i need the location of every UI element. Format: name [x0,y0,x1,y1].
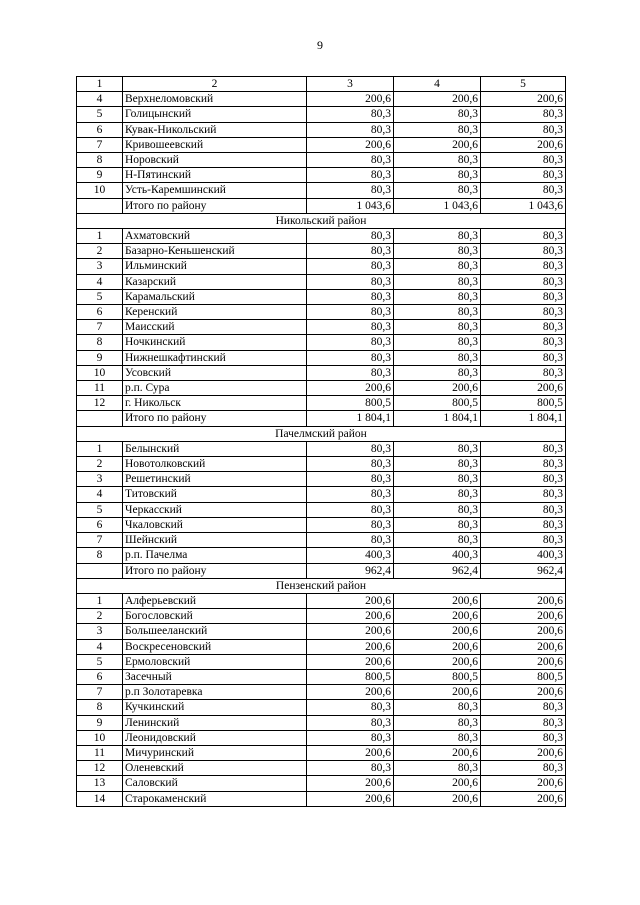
table-row [77,487,566,502]
settlement-name: Черкасский [123,502,307,517]
settlement-name: г. Никольск [123,396,307,411]
header-row [77,77,566,92]
value-col-4: 80,3 [394,168,481,183]
table-row [77,791,566,806]
value-col-3: 400,3 [307,548,394,563]
value-col-4: 80,3 [394,730,481,745]
table-row [77,350,566,365]
value-col-3: 80,3 [307,472,394,487]
row-number: 8 [77,335,123,350]
row-number: 5 [77,654,123,669]
table-row [77,153,566,168]
settlement-name: Старокаменский [123,791,307,806]
section-row [77,426,566,441]
row-number: 4 [77,487,123,502]
column-header: 2 [123,77,307,92]
value-col-5: 80,3 [481,761,566,776]
value-col-3: 80,3 [307,122,394,137]
settlement-name: Богословский [123,609,307,624]
value-col-5: 800,5 [481,396,566,411]
value-col-4: 80,3 [394,274,481,289]
value-col-4: 200,6 [394,745,481,760]
value-col-3: 80,3 [307,183,394,198]
table-row [77,517,566,532]
value-col-5: 800,5 [481,669,566,684]
value-col-3: 80,3 [307,502,394,517]
settlement-name: Карамальский [123,289,307,304]
table-row [77,259,566,274]
value-col-4: 400,3 [394,548,481,563]
value-col-3: 80,3 [307,259,394,274]
total-label: Итого по району [123,198,307,213]
row-number: 4 [77,639,123,654]
total-row [77,198,566,213]
value-col-3: 200,6 [307,685,394,700]
value-col-4: 80,3 [394,365,481,380]
row-number: 1 [77,593,123,608]
value-col-5: 200,6 [481,92,566,107]
table-row [77,502,566,517]
row-number: 9 [77,715,123,730]
table-row [77,715,566,730]
value-col-4: 80,3 [394,244,481,259]
value-col-5: 80,3 [481,365,566,380]
total-label: Итого по району [123,411,307,426]
table-row [77,745,566,760]
row-number: 8 [77,700,123,715]
value-col-4: 80,3 [394,715,481,730]
value-col-4: 200,6 [394,776,481,791]
value-col-5: 80,3 [481,289,566,304]
column-header: 5 [481,77,566,92]
value-col-5: 200,6 [481,137,566,152]
row-number: 12 [77,396,123,411]
value-col-4: 200,6 [394,137,481,152]
settlement-name: Шейнский [123,533,307,548]
settlement-name: Ермоловский [123,654,307,669]
value-col-5: 80,3 [481,335,566,350]
row-number: 11 [77,381,123,396]
section-row [77,213,566,228]
settlement-name: Маисский [123,320,307,335]
table-row [77,396,566,411]
value-col-3: 80,3 [307,107,394,122]
value-col-3: 200,6 [307,593,394,608]
table-row [77,761,566,776]
settlement-name: Засечный [123,669,307,684]
value-col-4: 80,3 [394,289,481,304]
value-col-3: 200,6 [307,624,394,639]
section-row [77,578,566,593]
table-row [77,533,566,548]
value-col-4: 80,3 [394,229,481,244]
value-col-3: 80,3 [307,761,394,776]
row-number: 7 [77,320,123,335]
value-col-4: 80,3 [394,259,481,274]
total-blank [77,411,123,426]
table-row [77,92,566,107]
value-col-5: 200,6 [481,639,566,654]
row-number: 12 [77,761,123,776]
value-col-3: 80,3 [307,320,394,335]
value-col-5: 80,3 [481,274,566,289]
settlement-name: Титовский [123,487,307,502]
settlement-name: Кучкинский [123,700,307,715]
value-col-3: 80,3 [307,168,394,183]
row-number: 6 [77,669,123,684]
value-col-5: 200,6 [481,654,566,669]
table-row [77,669,566,684]
value-col-5: 80,3 [481,715,566,730]
table-row [77,229,566,244]
settlement-name: Ленинский [123,715,307,730]
settlement-name: Леонидовский [123,730,307,745]
table-row [77,107,566,122]
value-col-3: 200,6 [307,137,394,152]
row-number: 7 [77,533,123,548]
row-number: 2 [77,244,123,259]
settlement-name: р.п. Сура [123,381,307,396]
value-col-3: 80,3 [307,365,394,380]
value-col-3: 80,3 [307,533,394,548]
total-col-3: 1 804,1 [307,411,394,426]
table-row [77,472,566,487]
settlement-name: Ночкинский [123,335,307,350]
row-number: 1 [77,229,123,244]
value-col-4: 80,3 [394,320,481,335]
table-row [77,685,566,700]
total-blank [77,198,123,213]
value-col-3: 80,3 [307,274,394,289]
settlement-name: Ильминский [123,259,307,274]
value-col-5: 80,3 [481,730,566,745]
value-col-4: 80,3 [394,502,481,517]
value-col-4: 80,3 [394,441,481,456]
total-col-4: 1 043,6 [394,198,481,213]
settlement-name: Казарский [123,274,307,289]
row-number: 5 [77,107,123,122]
table-row [77,593,566,608]
settlement-name: Новотолковский [123,457,307,472]
settlement-name: р.п Золотаревка [123,685,307,700]
settlement-name: Саловский [123,776,307,791]
row-number: 10 [77,183,123,198]
section-title: Пензенский район [77,578,566,593]
total-col-5: 1 043,6 [481,198,566,213]
table-row [77,609,566,624]
table-body [77,77,566,807]
row-number: 9 [77,350,123,365]
value-col-5: 200,6 [481,381,566,396]
value-col-5: 80,3 [481,533,566,548]
value-col-5: 80,3 [481,305,566,320]
value-col-3: 80,3 [307,350,394,365]
settlement-name: р.п. Пачелма [123,548,307,563]
total-col-3: 962,4 [307,563,394,578]
table-row [77,381,566,396]
section-title: Никольский район [77,213,566,228]
value-col-4: 80,3 [394,350,481,365]
row-number: 8 [77,153,123,168]
total-col-5: 962,4 [481,563,566,578]
value-col-3: 200,6 [307,381,394,396]
row-number: 6 [77,122,123,137]
value-col-4: 80,3 [394,457,481,472]
table-row [77,168,566,183]
value-col-3: 200,6 [307,654,394,669]
value-col-4: 200,6 [394,685,481,700]
value-col-3: 800,5 [307,396,394,411]
value-col-4: 80,3 [394,700,481,715]
table-row [77,305,566,320]
table-row [77,274,566,289]
value-col-5: 400,3 [481,548,566,563]
settlement-name: Большееланский [123,624,307,639]
row-number: 3 [77,259,123,274]
row-number: 5 [77,502,123,517]
settlement-name: Базарно-Кеньшенский [123,244,307,259]
value-col-3: 80,3 [307,700,394,715]
settlement-name: Норовский [123,153,307,168]
value-col-3: 200,6 [307,92,394,107]
value-col-5: 80,3 [481,153,566,168]
total-col-3: 1 043,6 [307,198,394,213]
table-row [77,624,566,639]
value-col-5: 80,3 [481,472,566,487]
row-number: 2 [77,609,123,624]
settlement-name: Алферьевский [123,593,307,608]
column-header: 3 [307,77,394,92]
table-row [77,183,566,198]
settlement-name: Воскресеновский [123,639,307,654]
value-col-4: 80,3 [394,472,481,487]
settlement-name: Нижнешкафтинский [123,350,307,365]
value-col-5: 80,3 [481,107,566,122]
value-col-5: 200,6 [481,685,566,700]
settlement-name: Белынский [123,441,307,456]
table-row [77,320,566,335]
settlement-name: Оленевский [123,761,307,776]
settlement-name: Голицынский [123,107,307,122]
value-col-5: 200,6 [481,791,566,806]
total-row [77,411,566,426]
total-col-5: 1 804,1 [481,411,566,426]
value-col-3: 800,5 [307,669,394,684]
row-number: 4 [77,274,123,289]
table-row [77,776,566,791]
row-number: 5 [77,289,123,304]
budget-table [76,76,566,807]
row-number: 2 [77,457,123,472]
settlement-name: Н-Пятинский [123,168,307,183]
value-col-3: 200,6 [307,639,394,654]
value-col-4: 80,3 [394,153,481,168]
table-row [77,365,566,380]
value-col-4: 80,3 [394,761,481,776]
settlement-name: Ахматовский [123,229,307,244]
row-number: 4 [77,92,123,107]
value-col-3: 80,3 [307,715,394,730]
value-col-3: 200,6 [307,745,394,760]
value-col-5: 80,3 [481,457,566,472]
row-number: 11 [77,745,123,760]
settlement-name: Мичуринский [123,745,307,760]
column-header: 4 [394,77,481,92]
value-col-5: 80,3 [481,244,566,259]
value-col-4: 200,6 [394,791,481,806]
value-col-5: 200,6 [481,776,566,791]
table-row [77,639,566,654]
value-col-3: 200,6 [307,609,394,624]
value-col-5: 200,6 [481,745,566,760]
row-number: 6 [77,517,123,532]
row-number: 10 [77,365,123,380]
value-col-4: 200,6 [394,609,481,624]
table-row [77,335,566,350]
value-col-4: 80,3 [394,487,481,502]
row-number: 10 [77,730,123,745]
value-col-5: 80,3 [481,183,566,198]
value-col-3: 80,3 [307,517,394,532]
row-number: 13 [77,776,123,791]
value-col-5: 200,6 [481,593,566,608]
value-col-5: 80,3 [481,168,566,183]
value-col-4: 200,6 [394,593,481,608]
value-col-3: 80,3 [307,244,394,259]
row-number: 1 [77,441,123,456]
page-number: 9 [317,38,323,52]
value-col-5: 80,3 [481,259,566,274]
value-col-5: 80,3 [481,320,566,335]
value-col-4: 200,6 [394,624,481,639]
value-col-4: 80,3 [394,335,481,350]
row-number: 7 [77,137,123,152]
table-row [77,730,566,745]
total-label: Итого по району [123,563,307,578]
value-col-4: 80,3 [394,183,481,198]
value-col-4: 800,5 [394,396,481,411]
value-col-5: 200,6 [481,624,566,639]
value-col-4: 80,3 [394,122,481,137]
table-row [77,700,566,715]
total-blank [77,563,123,578]
section-title: Пачелмский район [77,426,566,441]
value-col-3: 80,3 [307,229,394,244]
table-row [77,137,566,152]
value-col-3: 80,3 [307,487,394,502]
value-col-3: 200,6 [307,791,394,806]
value-col-3: 80,3 [307,441,394,456]
row-number: 3 [77,624,123,639]
value-col-5: 80,3 [481,700,566,715]
total-row [77,563,566,578]
row-number: 3 [77,472,123,487]
table-row [77,548,566,563]
value-col-4: 80,3 [394,305,481,320]
settlement-name: Кувак-Никольский [123,122,307,137]
value-col-5: 80,3 [481,502,566,517]
column-header: 1 [77,77,123,92]
settlement-name: Кривошеевский [123,137,307,152]
value-col-5: 80,3 [481,350,566,365]
total-col-4: 962,4 [394,563,481,578]
value-col-5: 200,6 [481,609,566,624]
value-col-5: 80,3 [481,229,566,244]
value-col-4: 800,5 [394,669,481,684]
table-row [77,441,566,456]
value-col-3: 80,3 [307,730,394,745]
settlement-name: Решетинский [123,472,307,487]
table-row [77,289,566,304]
total-col-4: 1 804,1 [394,411,481,426]
value-col-4: 80,3 [394,107,481,122]
value-col-4: 80,3 [394,533,481,548]
row-number: 7 [77,685,123,700]
value-col-4: 200,6 [394,381,481,396]
value-col-4: 200,6 [394,639,481,654]
value-col-4: 80,3 [394,517,481,532]
table-row [77,654,566,669]
value-col-5: 80,3 [481,441,566,456]
settlement-name: Усть-Каремшинский [123,183,307,198]
table-row [77,457,566,472]
value-col-3: 80,3 [307,305,394,320]
table-row [77,244,566,259]
row-number: 6 [77,305,123,320]
value-col-3: 80,3 [307,457,394,472]
value-col-3: 80,3 [307,153,394,168]
table-row [77,122,566,137]
settlement-name: Верхнеломовский [123,92,307,107]
settlement-name: Усовский [123,365,307,380]
value-col-3: 80,3 [307,335,394,350]
row-number: 8 [77,548,123,563]
value-col-5: 80,3 [481,517,566,532]
value-col-5: 80,3 [481,122,566,137]
value-col-5: 80,3 [481,487,566,502]
value-col-4: 200,6 [394,654,481,669]
value-col-3: 200,6 [307,776,394,791]
settlement-name: Керенский [123,305,307,320]
row-number: 14 [77,791,123,806]
row-number: 9 [77,168,123,183]
value-col-3: 80,3 [307,289,394,304]
settlement-name: Чкаловский [123,517,307,532]
value-col-4: 200,6 [394,92,481,107]
